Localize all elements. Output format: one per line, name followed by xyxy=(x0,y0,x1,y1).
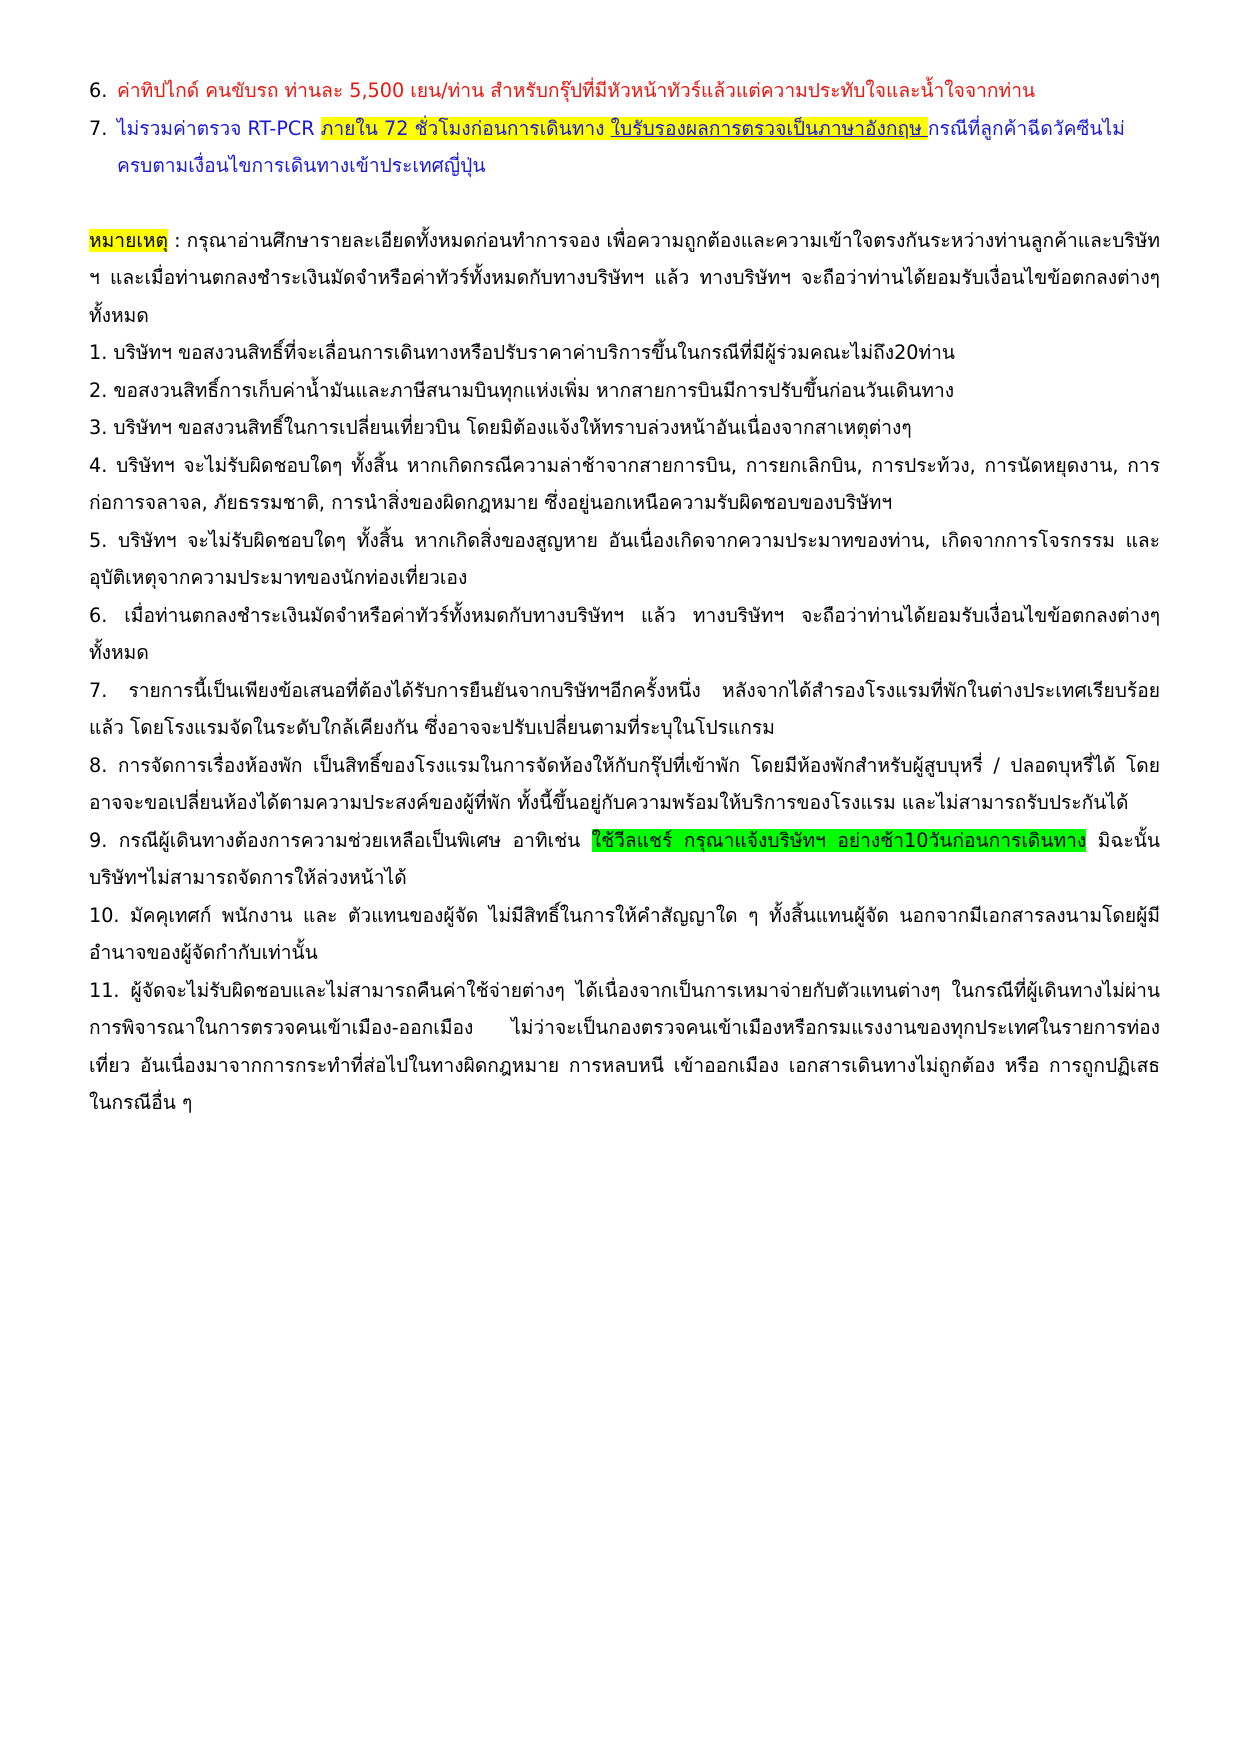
spacer xyxy=(89,185,1160,222)
rt-pcr-text: ไม่รวมค่าตรวจ RT-PCR xyxy=(117,116,321,140)
item-text: ค่าทิปไกด์ คนขับรถ ท่านละ 5,500 เยน/ท่าน สำหรับกรุ๊ปที่มีหัวหน้าทัวร์แล้วแต่ความประทับใจและน้ำใจจากท่าน xyxy=(117,79,1036,102)
note-text: กรุณาอ่านศึกษารายละเอียดทั้งหมดก่อนทำการจอง เพื่อความถูกต้องและความเข้าใจตรงกันระหว่างท่านลูกค้าและบริษัท ฯ และเมื่อท่านตกลงชำระเงินมัดจำหรือค่าทัวร์ทั้งหมดกับทางบริษัทฯ แล้ว ทางบริษัทฯ จะถือว่าท่านได้ยอมรับเงื่อนไขข้อตกลงต่างๆ ทั้งหมด xyxy=(89,228,1161,327)
note-colon: : xyxy=(167,228,187,252)
item-number: 7. xyxy=(89,116,108,140)
item-number: 6. xyxy=(89,79,108,102)
condition-6: 6. เมื่อท่านตกลงชำระเงินมัดจำหรือค่าทัวร์ทั้งหมดกับทางบริษัทฯ แล้ว ทางบริษัทฯ จะถือว่าท่านได้ยอมรับเงื่อนไขข้อตกลงต่างๆ ทั้งหมด xyxy=(89,603,1160,664)
vaccine-condition-text: กรณีที่ลูกค้าฉีดวัคซีนไม่ครบตามเงื่อนไขการเดินทางเข้าประเทศญี่ปุ่น xyxy=(117,116,1125,177)
condition-1: 1. บริษัทฯ ขอสงวนสิทธิ์ที่จะเลื่อนการเดินทางหรือปรับราคาค่าบริการขึ้นในกรณีที่มีผู้ร่วมคณะไม่ถึง20ท่าน xyxy=(89,341,956,364)
condition-10: 10. มัคคุเทศก์ พนักงาน และ ตัวแทนของผู้จัด ไม่มีสิทธิ์ในการให้คำสัญญาใด ๆ ทั้งสิ้นแทนผู้จัด นอกจากมีเอกสารลงนามโดยผู้มีอำนาจของผู้จัดกำกับเท่านั้น xyxy=(89,903,1160,964)
condition-9 xyxy=(89,822,1160,897)
condition-11: 11. ผู้จัดจะไม่รับผิดชอบและไม่สามารถคืนค่าใช้จ่ายต่างๆ ได้เนื่องจากเป็นการเหมาจ่ายกับตัวแทนต่างๆ ในกรณีที่ผู้เดินทางไม่ผ่านการพิจารณาในการตรวจคนเข้าเมือง-ออกเมือง ไม่ว่าจะเป็นกองตรวจคนเข้าเมืองหรือกรมแรงงานของทุกประเทศในรายการท่องเที่ยว อันเนื่องมาจากการกระทำที่ส่อไปในทางผิดกฎหมาย การหลบหนี เข้าออกเมือง เอกสารเดินทางไม่ถูกต้อง หรือ การถูกปฏิเสธในกรณีอื่น ๆ xyxy=(89,978,1160,1114)
item-text xyxy=(117,110,1160,185)
condition-8: 8. การจัดการเรื่องห้องพัก เป็นสิทธิ์ของโรงแรมในการจัดห้องให้กับกรุ๊ปที่เข้าพัก โดยมีห้องพักสำหรับผู้สูบบุหรี่ / ปลอดบุหรี่ได้ โดยอาจจะขอเปลี่ยนห้องได้ตามความประสงค์ของผู้ที่พัก ทั้งนี้ขึ้นอยู่กับความพร้อมให้บริการของโรงแรม และไม่สามารถรับประกันได้ xyxy=(89,753,1160,814)
condition-5: 5. บริษัทฯ จะไม่รับผิดชอบใดๆ ทั้งสิ้น หากเกิดสิ่งของสูญหาย อันเนื่องเกิดจากความประมาทของท่าน, เกิดจากการโจรกรรม และ อุบัติเหตุจากความประมาทของนักท่องเที่ยวเอง xyxy=(89,528,1160,589)
highlight-72-hours: ภายใน 72 ชั่วโมงก่อนการเดินทาง xyxy=(320,116,611,140)
condition-2: 2. ขอสงวนสิทธิ์การเก็บค่าน้ำมันและภาษีสนามบินทุกแห่งเพิ่ม หากสายการบินมีการปรับขึ้นก่อนวันเดินทาง xyxy=(89,378,955,402)
exclusion-item-7 xyxy=(89,110,1160,185)
condition-3: 3. บริษัทฯ ขอสงวนสิทธิ์ในการเปลี่ยนเที่ยวบิน โดยมิต้องแจ้งให้ทราบล่วงหน้าอันเนื่องจากสาเหตุต่างๆ xyxy=(89,416,912,439)
condition-4: 4. บริษัทฯ จะไม่รับผิดชอบใดๆ ทั้งสิ้น หากเกิดกรณีความล่าช้าจากสายการบิน, การยกเลิกบิน, การประท้วง, การนัดหยุดงาน, การก่อการจลาจล, ภัยธรรมชาติ, การนำสิ่งของผิดกฎหมาย ซึ่งอยู่นอกเหนือความรับผิดชอบของบริษัทฯ xyxy=(89,453,1160,514)
wheelchair-highlight: ใช้วีลแชร์ กรุณาแจ้งบริษัทฯ อย่างช้า10วันก่อนการเดินทาง xyxy=(591,828,1087,852)
note-paragraph xyxy=(89,222,1160,335)
condition-7: 7. รายการนี้เป็นเพียงข้อเสนอที่ต้องได้รับการยืนยันจากบริษัทฯอีกครั้งหนึ่ง หลังจากได้สำรองโรงแรมที่พักในต่างประเทศเรียบร้อยแล้ว โดยโรงแรมจัดในระดับใกล้เคียงกัน ซึ่งอาจจะปรับเปลี่ยนตามที่ระบุในโปรแกรม xyxy=(89,678,1160,739)
note-label: หมายเหตุ xyxy=(89,228,168,252)
condition-9-text: 9. กรณีผู้เดินทางต้องการความช่วยเหลือเป็นพิเศษ อาทิเช่น xyxy=(89,828,592,852)
highlight-english-certificate: ใบรับรองผลการตรวจเป็นภาษาอังกฤษ xyxy=(610,116,928,140)
exclusion-item-6 xyxy=(89,72,1160,110)
condition-9-tail: มิฉะนั้นบริษัทฯไม่สามารถจัดการให้ล่วงหน้าได้ xyxy=(89,828,1160,889)
